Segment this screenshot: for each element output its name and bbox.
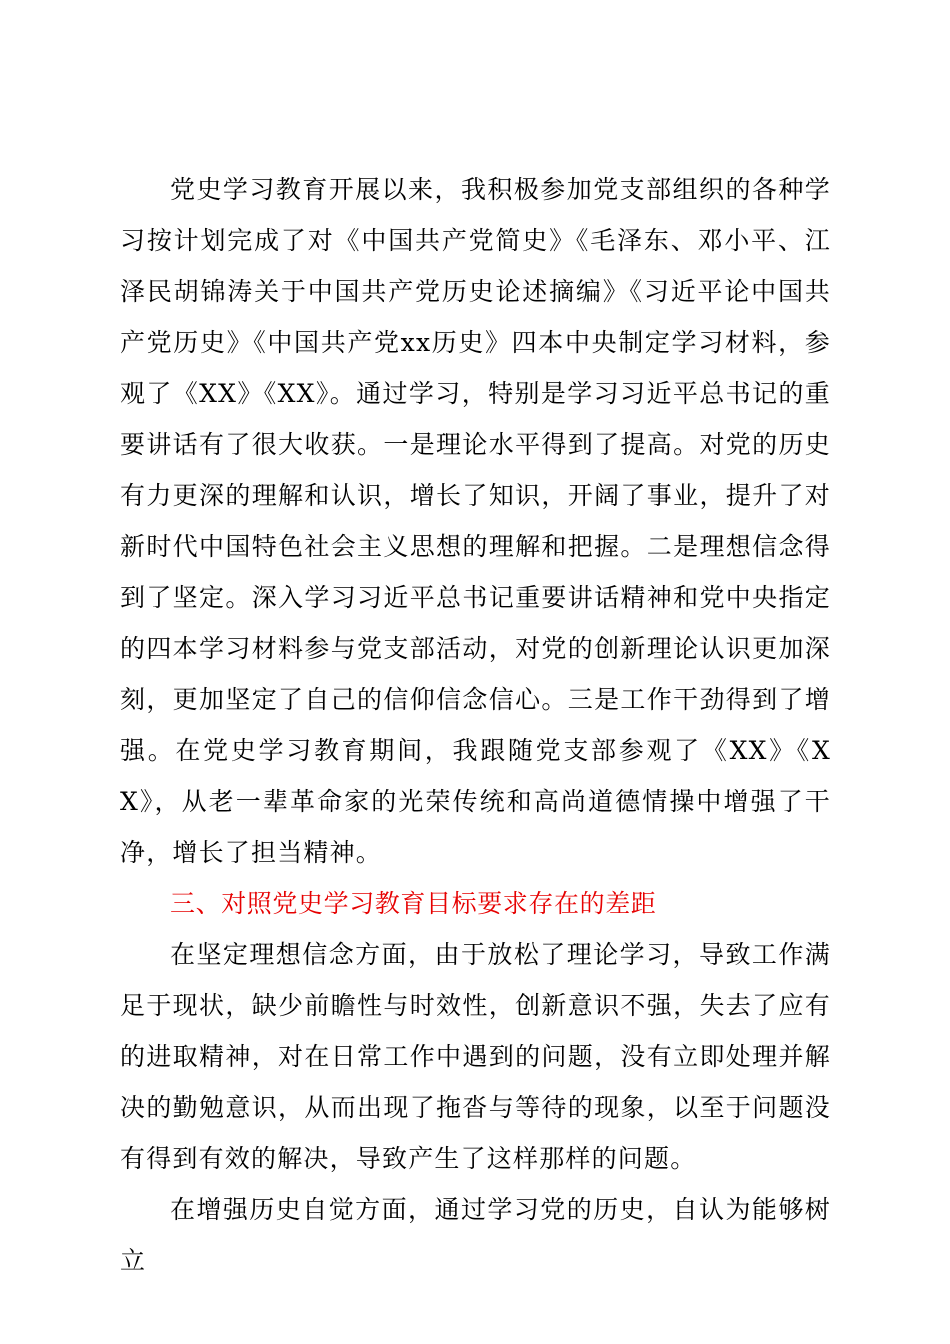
paragraph-study-progress: 党史学习教育开展以来，我积极参加党支部组织的各种学习按计划完成了对《中国共产党简史》《毛泽东、邓小平、江泽民胡锦涛关于中国共产党历史论述摘编》《习近平论中国共产党历史》《中国共产党xx历史》四本中央制定学习材料，参观了《XX》《XX》。通过学习，特别是学习习近平总书记的重要讲话有了很大收获。一是理论水平得到了提高。对党的历史有力更深的理解和认识，增长了知识，开阔了事业，提升了对新时代中国特色社会主义思想的理解和把握。二是理想信念得到了坚定。深入学习习近平总书记重要讲话精神和党中央指定的四本学习材料参与党支部活动，对党的创新理论认识更加深刻，更加坚定了自己的信仰信念信心。三是工作干劲得到了增强。在党史学习教育期间，我跟随党支部参观了《XX》《XX》，从老一辈革命家的光荣传统和高尚道德情操中增强了干净，增长了担当精神。 <box>120 175 831 867</box>
document-body <box>120 164 831 1286</box>
paragraph-ideals-belief: 在坚定理想信念方面，由于放松了理论学习，导致工作满足于现状，缺少前瞻性与时效性，创新意识不强，失去了应有的进取精神，对在日常工作中遇到的问题，没有立即处理并解决的勤勉意识，从而出现了拖沓与等待的现象，以至于问题没有得到有效的解决，导致产生了这样那样的问题。 <box>120 940 831 1173</box>
paragraph-historical-awareness: 在增强历史自觉方面，通过学习党的历史，自认为能够树立 <box>120 1195 831 1275</box>
section-heading-gaps: 三、对照党史学习教育目标要求存在的差距 <box>170 889 657 918</box>
